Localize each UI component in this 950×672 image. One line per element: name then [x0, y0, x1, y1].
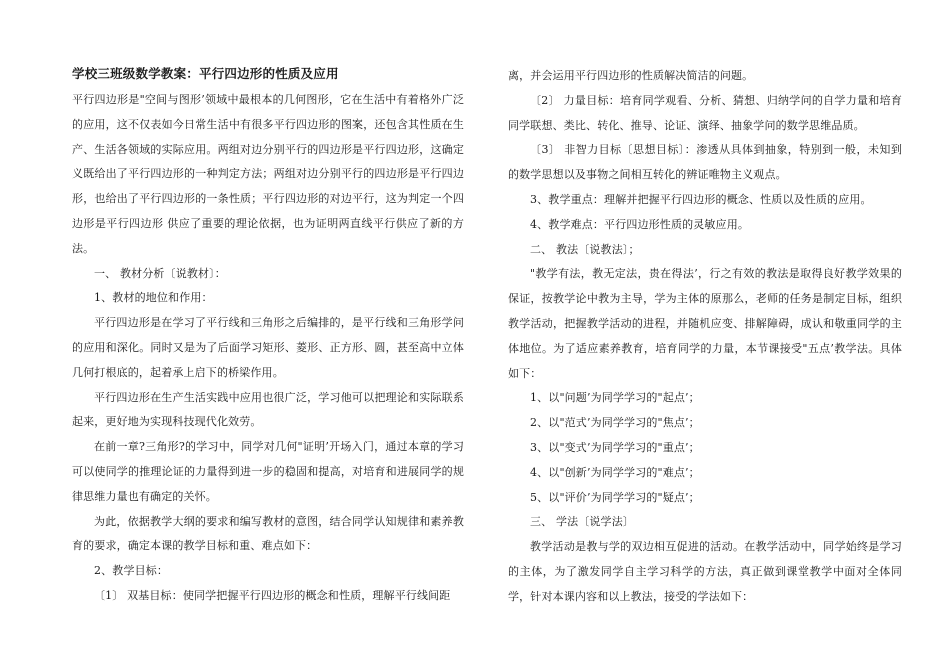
section-heading-learning-method: 三、 学法〔说学法〕: [530, 515, 634, 529]
teaching-key-point: 3、教学重点：理解并把握平行四边形的概念、性质以及性质的应用。: [530, 192, 872, 206]
intro-paragraph: 平行四边形是"空间与图形’领域中最根本的几何图形，它在生活中有着格外广泛的应用，这不仅表如今日常生活中有很多平行四边形的图案，还包含其性质在生产、生活各领域的实际应用。两组对边分别平行的四边形是平行四边形，这确定义既给出了平行四边形的一种判定方法；两组对边分别平行的四边形是平行四边形，也给出了平行四边形的一条性质；平行四边形的对边平行，这为判定一个四边形是平行四边形 供应了重要的理论依据，也为证明两直线平行供应了新的方法。: [72, 93, 464, 255]
subheading-position-role: 1、教材的地位和作用：: [94, 291, 213, 305]
method-item-4: 4、以"创新’为同学学习的"难点’；: [530, 465, 700, 479]
teaching-difficulty: 4、教学难点：平行四边形性质的灵敏应用。: [530, 217, 749, 231]
method-item-2: 2、以"范式’为同学学习的"焦点’；: [530, 416, 700, 430]
method-item-1: 1、以"问题’为同学学习的"起点’；: [530, 391, 700, 405]
paragraph-learning-method: 教学活动是教与学的双边相互促进的活动。在教学活动中，同学始终是学习的主体，为了激发同学自主学习科学的方法，真正做到课堂教学中面对全体同学，针对本课内容和以上教法，接受的学法如下：: [508, 540, 902, 603]
section-heading-textbook: 一、 教材分析〔说教材〕：: [94, 266, 226, 280]
paragraph-previous-chapter: 在前一章?三角形?的学习中，同学对几何"证明’开场入门，通过本章的学习可以使同学的推理论证的力量得到进一步的稳固和提高，对培育和进展同学的规律思维力量也有确定的关怀。: [72, 440, 464, 503]
paragraph-teaching-method: "教学有法，教无定法，贵在得法’，行之有效的教法是取得良好教学效果的保证，按教学论中教为主导，学为主体的原那么，老师的任务是制定目标，组织教学活动，把握教学活动的进程，并随机应变、排解障碍，成认和敬重同学的主体地位。为了适应素养教育，培育同学的力量，本节课接受"五点’教学法。具体如下：: [508, 267, 902, 380]
paragraph-application: 平行四边形在生产生活实践中应用也很广泛，学习他可以把理论和实际联系起来，更好地为实现科技现代化效劳。: [72, 390, 464, 429]
section-heading-teaching-method: 二、 教法〔说教法〕；: [530, 242, 640, 256]
paragraph-objectives-intro: 为此，依据教学大纲的要求和编写教材的意图，结合同学认知规律和素养教育的要求，确定本课的教学目标和重、难点如下：: [72, 514, 464, 553]
goal-item-2: 〔2〕 力量目标：培育同学观看、分析、猜想、归纳学问的自学力量和培育同学联想、类比、转化、推导、论证、演绎、抽象学问的数学思维品质。: [508, 93, 902, 132]
goal-item-1: 〔1〕 双基目标：使同学把握平行四边形的概念和性质，理解平行线间距: [94, 588, 451, 602]
document-title: 学校三班级数学教案：平行四边形的性质及应用: [72, 66, 339, 81]
right-column: [508, 66, 902, 610]
goal-item-1-continued: 离，并会运用平行四边形的性质解决简洁的问题。: [508, 69, 754, 82]
left-column: [72, 66, 464, 609]
subheading-teaching-goals: 2、教学目标：: [94, 564, 169, 578]
goal-item-3: 〔3〕 非智力目标〔思想目标〕：渗透从具体到抽象，特别到一般，未知到的数学思想以及事物之间相互转化的辨证唯物主义观点。: [508, 143, 902, 182]
method-item-5: 5、以"评价’为同学学习的"疑点’；: [530, 490, 700, 504]
method-item-3: 3、以"变式’为同学学习的"重点’；: [530, 440, 700, 454]
paragraph-position: 平行四边形是在学习了平行线和三角形之后编排的，是平行线和三角形学问的应用和深化。同时又是为了后面学习矩形、菱形、正方形、圆，甚至高中立体几何打根底的，起着承上启下的桥梁作用。: [72, 316, 464, 379]
